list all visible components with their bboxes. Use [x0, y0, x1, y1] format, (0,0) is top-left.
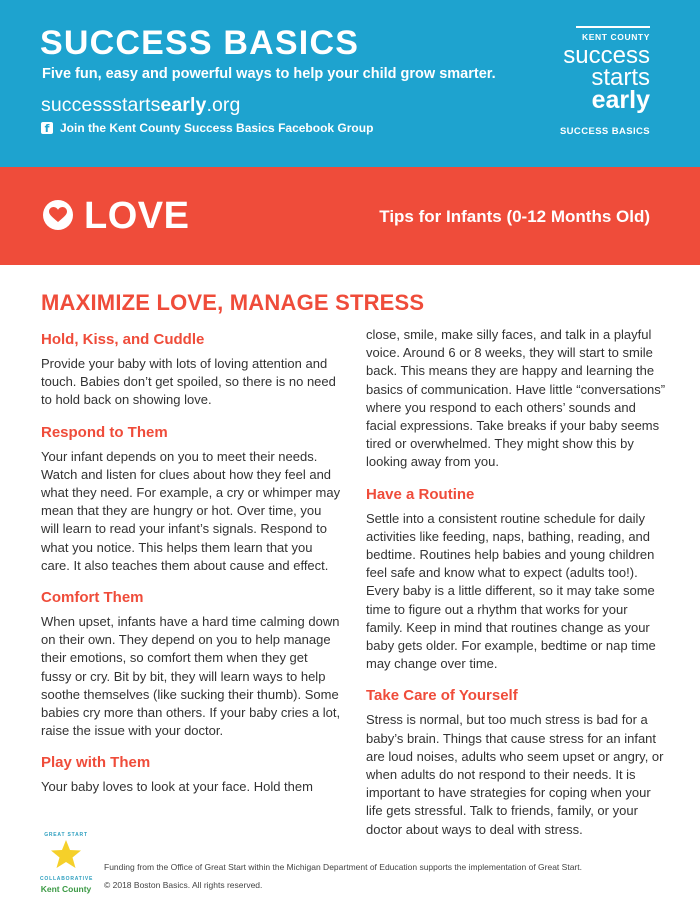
section-text-continuation: close, smile, make silly faces, and talk in a playful voice. Around 6 or 8 weeks, they will start to smile back. This means they are happy and learning the basics of communication. Have little “conversations” where you respond to each others’ sounds and facial expressions. Take breaks if your baby seems tired or overwhelmed. They might show this by looking away from you. — [366, 327, 666, 470]
section-have-a-routine — [366, 485, 666, 674]
section-heading: Respond to Them — [41, 423, 168, 441]
great-start-logo-bottom: COLLABORATIVE — [40, 876, 94, 882]
main-heading: MAXIMIZE LOVE, MANAGE STRESS — [41, 290, 425, 315]
section-heading: Hold, Kiss, and Cuddle — [41, 331, 205, 348]
url-part-bold: early — [160, 94, 207, 116]
header-title: SUCCESS BASICS — [40, 24, 360, 62]
footer-funding: Funding from the Office of Great Start within the Michigan Department of Education supports the implementation of Great Start. — [104, 862, 582, 872]
section-heading: Play with Them — [41, 754, 151, 772]
age-range-label: Tips for Infants (0-12 Months Old) — [379, 207, 650, 226]
section-heading: Have a Routine — [366, 485, 475, 503]
success-starts-early-logo — [540, 26, 652, 141]
logo-county: KENT COUNTY — [582, 32, 650, 42]
section-play-with-them — [41, 753, 341, 796]
header-tagline: Five fun, easy and powerful ways to help your child grow smarter. — [42, 66, 496, 82]
great-start-logo — [36, 832, 96, 892]
section-take-care-of-yourself — [366, 686, 666, 838]
topic-title: LOVE — [84, 195, 190, 237]
great-start-logo-county: Kent County — [40, 884, 92, 894]
section-comfort-them — [41, 588, 341, 740]
section-hold-kiss-cuddle — [41, 330, 341, 410]
section-respond-to-them — [41, 423, 341, 575]
website-link[interactable] — [41, 94, 240, 117]
section-text: Your infant depends on you to meet their needs. Watch and listen for clues about how they feel and what they need. For example, a cry or whimper may mean that they are hungry or hot. Over time, you will learn to read your infant’s signals. Respond to what you notice. This helps them learn that you care. It also teaches them about cause and effect. — [41, 448, 341, 573]
right-column — [366, 326, 666, 852]
star-icon — [50, 838, 82, 870]
left-column — [41, 330, 341, 810]
topic-band — [0, 167, 700, 265]
section-text: Settle into a consistent routine schedule for daily activities like feeding, naps, bathing, reading, and bedtime. Routines help babies and young children feel safe and know what to expect (adults too!). Every baby is a little different, so it may take some time to figure out a rhythm that works for your family. Keep in mind that routines change as your baby gets older. For example, bedtime or nap time may change over time. — [366, 510, 656, 672]
logo-subtitle: SUCCESS BASICS — [559, 126, 650, 137]
great-start-logo-top: GREAT START — [44, 832, 88, 838]
section-text: Provide your baby with lots of loving attention and touch. Babies don’t get spoiled, so there is no need to hold back on showing love. — [41, 356, 336, 408]
footer-copyright: © 2018 Boston Basics. All rights reserved. — [104, 880, 263, 890]
url-part-regular: successstarts — [41, 94, 161, 116]
logo-divider — [576, 26, 650, 28]
url-part-suffix: .org — [206, 94, 241, 116]
facebook-group-link[interactable] — [41, 121, 373, 135]
section-heading: Comfort Them — [41, 589, 144, 607]
section-heading: Take Care of Yourself — [366, 687, 518, 705]
section-text: Stress is normal, but too much stress is bad for a baby’s brain. Things that cause stress for an infant are loud noises, adults who seem upset or angry, or when adults do not respond to their needs. It is important to have strategies for coping when your life gets stressful. Talk to friends, family, or your doctor about ways to deal with stress. — [366, 712, 664, 837]
section-text: When upset, infants have a hard time calming down on their own. They depend on you to help manage their emotions, so comfort them when they get fussy or cry. Bit by bit, they will learn ways to help soothe themselves (like sucking their thumb). Some babies cry more than others. If your baby cries a lot, raise the issue with your doctor. — [41, 614, 341, 739]
heart-icon — [43, 200, 73, 230]
section-text: Your baby loves to look at your face. Hold them — [41, 779, 313, 795]
facebook-icon: f — [41, 122, 53, 134]
facebook-group-text: Join the Kent County Success Basics Facebook Group — [60, 121, 374, 135]
logo-word-starts: starts — [591, 64, 650, 91]
logo-word-success: success — [563, 42, 650, 69]
header-banner — [0, 0, 700, 167]
logo-word-early: early — [591, 86, 650, 114]
